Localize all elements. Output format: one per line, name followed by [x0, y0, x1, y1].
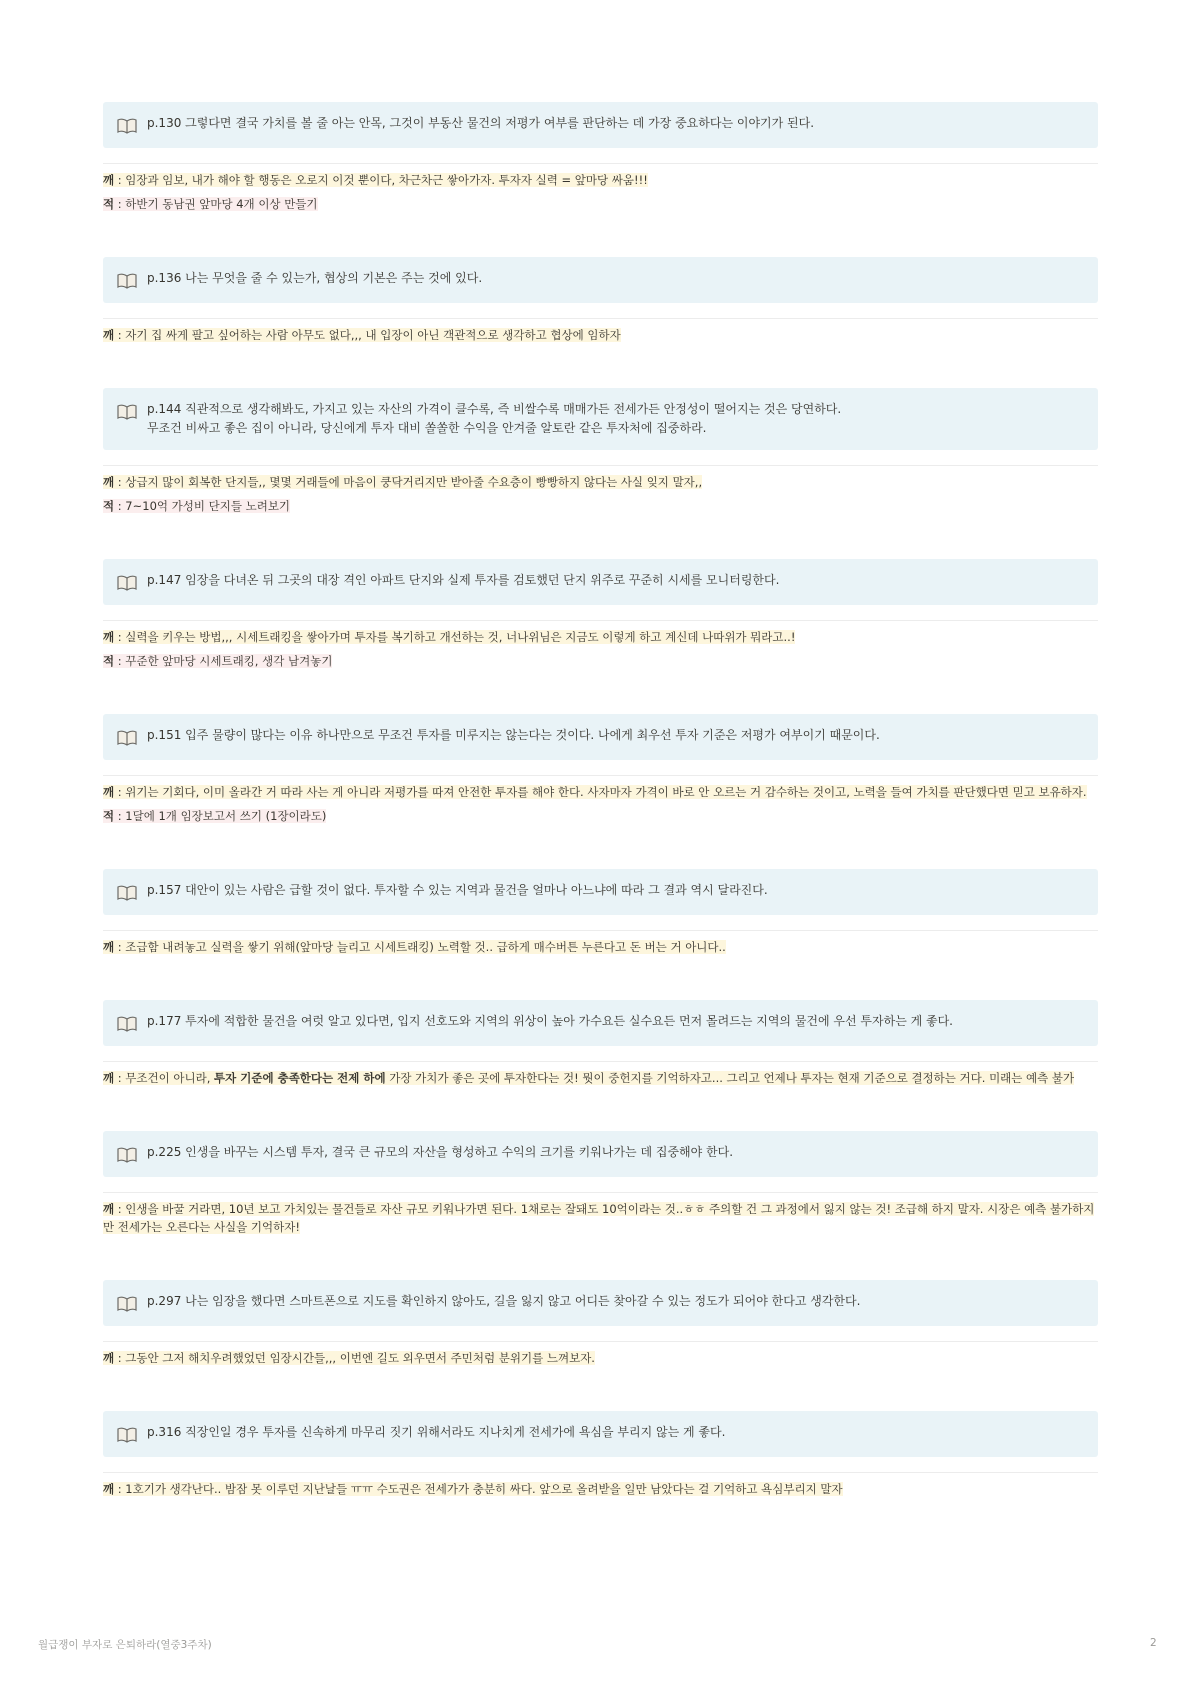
jeok-text: : 꾸준한 앞마당 시세트래킹, 생각 남겨놓기: [114, 654, 333, 668]
entry: [103, 1280, 1098, 1367]
kkae-text: : 1호기가 생각난다.. 밤잠 못 이루던 지난날들 ㅠㅠ 수도권은 전세가가 충분히 싸다. 앞으로 올려받을 일만 남았다는 걸 기억하고 욕심부리지 말자: [114, 1482, 843, 1496]
kkae-text-pre: : 무조건이 아니라,: [114, 1071, 215, 1085]
kkae-text: : 조급함 내려놓고 실력을 쌓기 위해(앞마당 늘리고 시세트래킹) 노력할 것.. 급하게 매수버튼 누른다고 돈 버는 거 아니다..: [114, 940, 726, 954]
kkae-note: [103, 1349, 1098, 1367]
footer-title: 월급쟁이 부자로 은퇴하라(열중3주차): [38, 1639, 212, 1651]
quote-callout: [103, 102, 1098, 148]
quote-callout: [103, 1000, 1098, 1046]
page-content: [103, 102, 1098, 1504]
entry: [103, 388, 1098, 515]
entry: [103, 1131, 1098, 1236]
kkae-label: 깨: [103, 630, 115, 644]
kkae-text: : 실력을 키우는 방법,,, 시세트래킹을 쌓아가며 투자를 복기하고 개선하는 것, 너나위님은 지금도 이렇게 하고 계신데 나따위가 뭐라고..!: [114, 630, 796, 644]
open-book-icon: [115, 883, 139, 903]
kkae-text: : 인생을 바꿀 거라면, 10년 보고 가치있는 물건들로 자산 규모 키워나가면 된다. 1채로는 잘돼도 10억이라는 것..ㅎㅎ 주의할 건 그 과정에서 잃지 않는 것! 조급해 하지 말자. 시장은 예측 불가하지만 전세가는 오른다는 사실을 기억하자!: [103, 1202, 1095, 1234]
kkae-note: [103, 938, 1098, 956]
quote-callout: [103, 1131, 1098, 1177]
quote-text: p.130 그렇다면 결국 가치를 볼 줄 아는 안목, 그것이 부동산 물건의 저평가 여부를 판단하는 데 가장 중요하다는 이야기가 된다.: [147, 116, 815, 130]
quote-text: p.147 임장을 다녀온 뒤 그곳의 대장 격인 아파트 단지와 실제 투자를 검토했던 단지 위주로 꾸준히 시세를 모니터링한다.: [147, 573, 780, 587]
jeok-text: : 7~10억 가성비 단지들 노려보기: [114, 499, 291, 513]
jeok-note: [103, 195, 1098, 213]
entry: [103, 714, 1098, 825]
divider: [103, 318, 1098, 319]
open-book-icon: [115, 1294, 139, 1314]
entry: [103, 869, 1098, 956]
page-number: 2: [1150, 1637, 1157, 1649]
divider: [103, 1061, 1098, 1062]
open-book-icon: [115, 402, 139, 422]
kkae-note: [103, 326, 1098, 344]
kkae-note: [103, 171, 1098, 189]
quote-text: p.297 나는 임장을 했다면 스마트폰으로 지도를 확인하지 않아도, 길을 잃지 않고 어디든 찾아갈 수 있는 정도가 되어야 한다고 생각한다.: [147, 1294, 861, 1308]
open-book-icon: [115, 573, 139, 593]
divider: [103, 775, 1098, 776]
jeok-note: [103, 652, 1098, 670]
quote-text: p.157 대안이 있는 사람은 급할 것이 없다. 투자할 수 있는 지역과 물건을 얼마나 아느냐에 따라 그 결과 역시 달라진다.: [147, 883, 768, 897]
entry: [103, 1411, 1098, 1498]
quote-text: p.144 직관적으로 생각해봐도, 가지고 있는 자산의 가격이 클수록, 즉 비쌀수록 매매가든 전세가든 안정성이 떨어지는 것은 당연하다. 무조건 비싸고 좋은 집이 아니라, 당신에게 투자 대비 쏠쏠한 수익을 안겨줄 알토란 같은 투자처에 집중하라.: [147, 402, 842, 435]
open-book-icon: [115, 1014, 139, 1034]
kkae-label: 깨: [103, 475, 115, 489]
jeok-label: 적: [103, 809, 115, 823]
quote-callout: [103, 1280, 1098, 1326]
kkae-text: : 자기 집 싸게 팔고 싶어하는 사람 아무도 없다,,, 내 입장이 아닌 객관적으로 생각하고 협상에 임하자: [114, 328, 621, 342]
quote-callout: [103, 714, 1098, 760]
open-book-icon: [115, 1425, 139, 1445]
kkae-label: 깨: [103, 1071, 115, 1085]
kkae-label: 깨: [103, 173, 115, 187]
jeok-text: : 1달에 1개 임장보고서 쓰기 (1장이라도): [114, 809, 327, 823]
kkae-note: [103, 473, 1098, 491]
quote-callout: [103, 1411, 1098, 1457]
jeok-text: : 하반기 동남권 앞마당 4개 이상 만들기: [114, 197, 318, 211]
kkae-note: [103, 783, 1098, 801]
entry: [103, 102, 1098, 213]
kkae-label: 깨: [103, 328, 115, 342]
kkae-label: 깨: [103, 1482, 115, 1496]
kkae-text: : 위기는 기회다, 이미 올라간 거 따라 사는 게 아니라 저평가를 따져 안전한 투자를 해야 한다. 사자마자 가격이 바로 안 오르는 거 감수하는 것이고, 노력을 들여 가치를 판단했다면 믿고 보유하자.: [114, 785, 1087, 799]
kkae-label: 깨: [103, 940, 115, 954]
jeok-label: 적: [103, 654, 115, 668]
kkae-label: 깨: [103, 785, 115, 799]
kkae-label: 깨: [103, 1202, 115, 1216]
quote-callout: [103, 559, 1098, 605]
quote-text: p.316 직장인일 경우 투자를 신속하게 마무리 짓기 위해서라도 지나치게 전세가에 욕심을 부리지 않는 게 좋다.: [147, 1425, 726, 1439]
open-book-icon: [115, 1145, 139, 1165]
kkae-note: [103, 1069, 1098, 1087]
divider: [103, 1472, 1098, 1473]
kkae-note: [103, 628, 1098, 646]
kkae-note: [103, 1480, 1098, 1498]
quote-callout: [103, 869, 1098, 915]
open-book-icon: [115, 271, 139, 291]
kkae-note: [103, 1200, 1098, 1236]
kkae-text-bold: 투자 기준에 충족한다는 전제 하에: [214, 1071, 386, 1085]
divider: [103, 1341, 1098, 1342]
divider: [103, 930, 1098, 931]
kkae-text-post: 가장 가치가 좋은 곳에 투자한다는 것! 뭣이 중헌지를 기억하자고... 그리고 언제나 투자는 현재 기준으로 결정하는 거다. 미래는 예측 불가: [385, 1071, 1075, 1085]
divider: [103, 163, 1098, 164]
open-book-icon: [115, 728, 139, 748]
kkae-label: 깨: [103, 1351, 115, 1365]
divider: [103, 620, 1098, 621]
jeok-label: 적: [103, 197, 115, 211]
divider: [103, 465, 1098, 466]
entry: [103, 1000, 1098, 1087]
quote-callout: [103, 388, 1098, 450]
kkae-text: : 임장과 임보, 내가 해야 할 행동은 오로지 이것 뿐이다, 차근차근 쌓아가자. 투자자 실력 = 앞마당 싸움!!!: [114, 173, 648, 187]
quote-text: p.151 입주 물량이 많다는 이유 하나만으로 무조건 투자를 미루지는 않는다는 것이다. 나에게 최우선 투자 기준은 저평가 여부이기 때문이다.: [147, 728, 880, 742]
entry: [103, 257, 1098, 344]
quote-text: p.136 나는 무엇을 줄 수 있는가, 협상의 기본은 주는 것에 있다.: [147, 271, 483, 285]
kkae-text: : 그동안 그저 해치우려했었던 임장시간들,,, 이번엔 길도 외우면서 주민처럼 분위기를 느껴보자.: [114, 1351, 595, 1365]
divider: [103, 1192, 1098, 1193]
open-book-icon: [115, 116, 139, 136]
quote-callout: [103, 257, 1098, 303]
jeok-label: 적: [103, 499, 115, 513]
kkae-text: : 상급지 많이 회복한 단지들,, 몇몇 거래들에 마음이 쿵닥거리지만 받아줄 수요층이 빵빵하지 않다는 사실 잊지 말자,,: [114, 475, 703, 489]
jeok-note: [103, 807, 1098, 825]
quote-text: p.177 투자에 적합한 물건을 여럿 알고 있다면, 입지 선호도와 지역의 위상이 높아 가수요든 실수요든 먼저 몰려드는 지역의 물건에 우선 투자하는 게 좋다.: [147, 1014, 954, 1028]
quote-text: p.225 인생을 바꾸는 시스템 투자, 결국 큰 규모의 자산을 형성하고 수익의 크기를 키워나가는 데 집중해야 한다.: [147, 1145, 734, 1159]
entry: [103, 559, 1098, 670]
jeok-note: [103, 497, 1098, 515]
